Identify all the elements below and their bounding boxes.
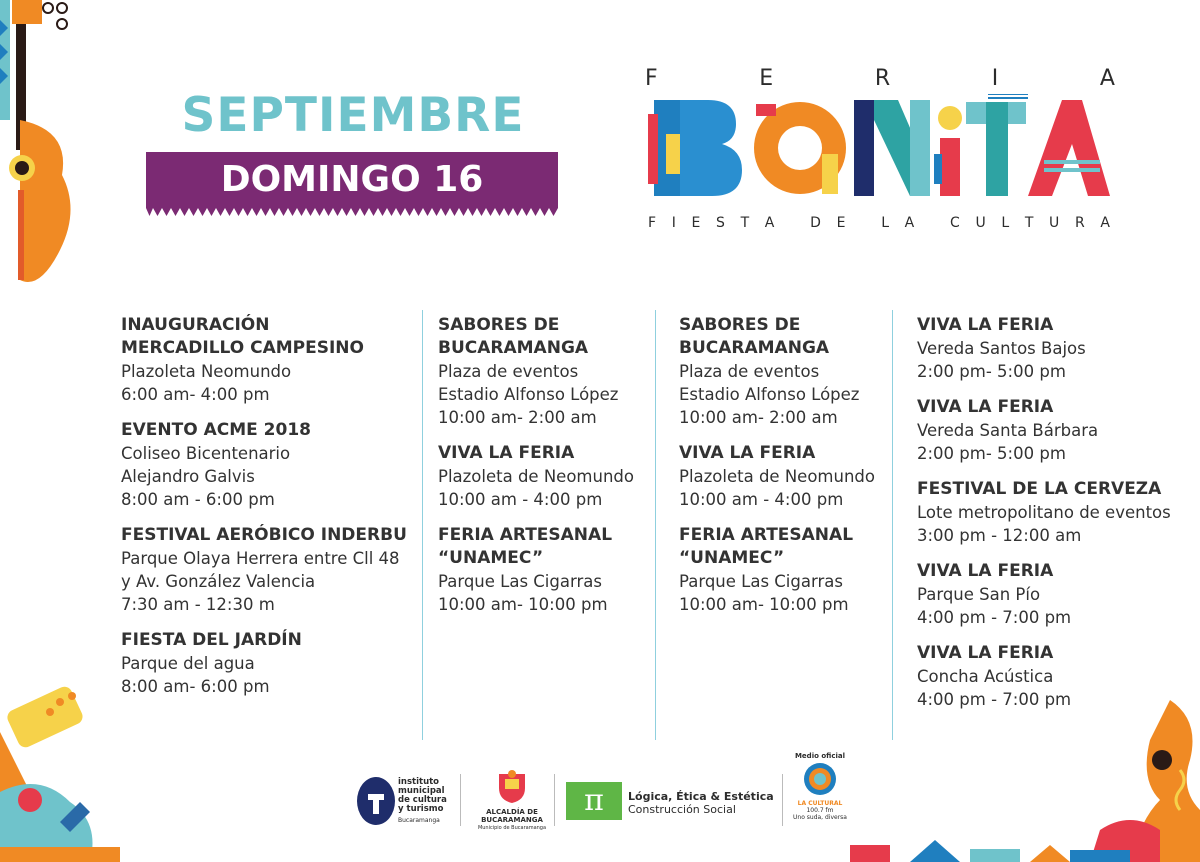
subtitle-letter: U [975, 215, 986, 231]
event-entry [121, 314, 416, 406]
subtitle-letter: L [881, 215, 890, 231]
alcaldia-line: BUCARAMANGA [481, 816, 543, 824]
day-banner [146, 152, 558, 218]
musician-illustration [1070, 700, 1200, 862]
event-title: VIVA LA FERIA [679, 443, 816, 463]
subtitle-letter: T [740, 215, 750, 231]
shield-icon [495, 770, 529, 804]
slogan-logo [566, 782, 778, 822]
radio-name: LA CULTURAL [797, 800, 843, 807]
event-title: VIVA LA FERIA [917, 315, 1054, 335]
event-entry [917, 642, 1177, 711]
event-entry [121, 419, 416, 511]
slogan-line-2: Construcción Social [628, 803, 736, 816]
event-title: VIVA LA FERIA [917, 561, 1054, 581]
feria-letter: I [991, 66, 999, 91]
subtitle-letter: D [810, 215, 821, 231]
subtitle-letter [790, 215, 794, 231]
event-entry [121, 524, 416, 616]
column-divider [422, 310, 423, 740]
event-venue: Concha Acústica [917, 667, 1054, 686]
charango-illustration [0, 672, 120, 862]
event-title: EVENTO ACME 2018 [121, 420, 311, 440]
event-time: 10:00 am- 10:00 pm [679, 595, 849, 614]
imct-line: de cultura [398, 795, 447, 805]
feria-letter: A [1099, 66, 1115, 91]
bottom-decoration [850, 835, 1080, 862]
event-venue: Estadio Alfonso López [438, 385, 619, 404]
alcaldia-logo [472, 770, 552, 830]
event-time: 2:00 pm- 5:00 pm [917, 444, 1066, 463]
subtitle-letter: E [691, 215, 701, 231]
event-entry [917, 560, 1177, 629]
radio-icon [803, 762, 837, 796]
subtitle-letter [930, 215, 934, 231]
subtitle-letter [861, 215, 865, 231]
event-venue: Parque Las Cigarras [679, 572, 843, 591]
event-entry [438, 442, 648, 511]
event-title: VIVA LA FERIA [917, 643, 1054, 663]
sponsors-footer [354, 752, 854, 832]
event-venue: Alejandro Galvis [121, 467, 255, 486]
imct-line: instituto [398, 777, 440, 787]
feria-letter: E [759, 66, 774, 91]
event-entry [917, 314, 1177, 383]
event-venue: Parque del agua [121, 654, 255, 673]
event-entry [438, 314, 648, 429]
event-title: SABORES DE BUCARAMANGA [679, 315, 830, 358]
event-time: 10:00 am - 4:00 pm [438, 490, 603, 509]
la-cultural-logo [786, 752, 854, 832]
event-venue: Vereda Santa Bárbara [917, 421, 1099, 440]
guitar-illustration [0, 0, 80, 290]
event-venue: Coliseo Bicentenario [121, 444, 291, 463]
event-time: 2:00 pm- 5:00 pm [917, 362, 1066, 381]
event-venue: Plazoleta de Neomundo [438, 467, 634, 486]
event-venue: Parque Las Cigarras [438, 572, 602, 591]
event-venue: Vereda Santos Bajos [917, 339, 1086, 358]
bonita-logo [648, 94, 1110, 206]
event-time: 8:00 am - 6:00 pm [121, 490, 275, 509]
event-time: 4:00 pm - 7:00 pm [917, 608, 1072, 627]
feria-heading [645, 66, 1115, 91]
event-title: FESTIVAL AERÓBICO INDERBU [121, 525, 407, 545]
schedule-column-1 [121, 314, 416, 711]
imct-line: municipal [398, 786, 445, 796]
subtitle-letter: L [1001, 215, 1010, 231]
radio-tagline: Uno suda, diversa [793, 814, 847, 821]
month-title: SEPTIEMBRE [181, 88, 525, 143]
event-title: SABORES DE BUCARAMANGA [438, 315, 589, 358]
subtitle-letter: A [1100, 215, 1110, 231]
event-venue: Plaza de eventos [679, 362, 820, 381]
event-title: FERIA ARTESANAL “UNAMEC” [438, 525, 613, 568]
schedule-column-4 [917, 314, 1177, 724]
event-entry [438, 524, 648, 616]
subtitle-letter: E [836, 215, 846, 231]
event-entry [121, 629, 416, 698]
event-entry [917, 396, 1177, 465]
brand-subtitle [648, 215, 1110, 231]
imct-line: y turismo [398, 804, 444, 814]
event-venue: Plazoleta Neomundo [121, 362, 292, 381]
event-time: 10:00 am- 10:00 pm [438, 595, 608, 614]
event-entry [679, 314, 884, 429]
day-label: DOMINGO 16 [220, 159, 484, 200]
event-venue: Parque Olaya Herrera entre Cll 48 [121, 549, 400, 568]
event-time: 7:30 am - 12:30 m [121, 595, 275, 614]
feria-letter: R [874, 66, 891, 91]
footer-divider [460, 774, 461, 826]
event-time: 10:00 am- 2:00 am [438, 408, 597, 427]
alcaldia-line: ALCALDÍA DE [486, 808, 538, 816]
footer-divider [554, 774, 555, 826]
event-entry [917, 478, 1177, 547]
event-time: 8:00 am- 6:00 pm [121, 677, 270, 696]
imct-logo [354, 776, 454, 832]
footer-divider [782, 774, 783, 826]
event-title: FIESTA DEL JARDÍN [121, 630, 302, 650]
event-venue: Lote metropolitano de eventos [917, 503, 1171, 522]
imct-city: Bucaramanga [398, 817, 440, 824]
event-entry [679, 442, 884, 511]
event-title: FESTIVAL DE LA CERVEZA [917, 479, 1162, 499]
event-venue: y Av. González Valencia [121, 572, 316, 591]
event-time: 4:00 pm - 7:00 pm [917, 690, 1072, 709]
event-venue: Estadio Alfonso López [679, 385, 860, 404]
event-title: VIVA LA FERIA [438, 443, 575, 463]
event-time: 10:00 am- 2:00 am [679, 408, 838, 427]
event-time: 10:00 am - 4:00 pm [679, 490, 844, 509]
event-title: FERIA ARTESANAL “UNAMEC” [679, 525, 854, 568]
subtitle-letter: A [904, 215, 915, 231]
subtitle-letter: U [1049, 215, 1060, 231]
column-divider [892, 310, 893, 740]
schedule-column-2 [438, 314, 648, 629]
feria-letter: F [645, 66, 658, 91]
subtitle-letter: R [1074, 215, 1085, 231]
subtitle-letter: T [1024, 215, 1034, 231]
event-title: INAUGURACIÓN MERCADILLO CAMPESINO [121, 315, 364, 358]
subtitle-letter: S [716, 215, 725, 231]
radio-frequency: 100.7 fm [806, 807, 834, 814]
subtitle-letter: I [671, 215, 676, 231]
medio-oficial-label: Medio oficial [794, 752, 846, 760]
alcaldia-sub: Municipio de Bucaramanga [477, 825, 547, 831]
imct-emblem-icon [356, 776, 396, 826]
subtitle-letter: A [764, 215, 775, 231]
event-title: VIVA LA FERIA [917, 397, 1054, 417]
column-divider [655, 310, 656, 740]
schedule-column-3 [679, 314, 884, 629]
subtitle-letter: F [648, 215, 657, 231]
event-venue: Parque San Pío [917, 585, 1041, 604]
event-entry [679, 524, 884, 616]
event-venue: Plaza de eventos [438, 362, 579, 381]
subtitle-letter: C [950, 215, 960, 231]
event-venue: Plazoleta de Neomundo [679, 467, 875, 486]
slogan-line-1: Lógica, Ética & Estética [628, 790, 774, 803]
event-time: 6:00 am- 4:00 pm [121, 385, 270, 404]
pi-icon: π [566, 782, 622, 820]
event-time: 3:00 pm - 12:00 am [917, 526, 1082, 545]
